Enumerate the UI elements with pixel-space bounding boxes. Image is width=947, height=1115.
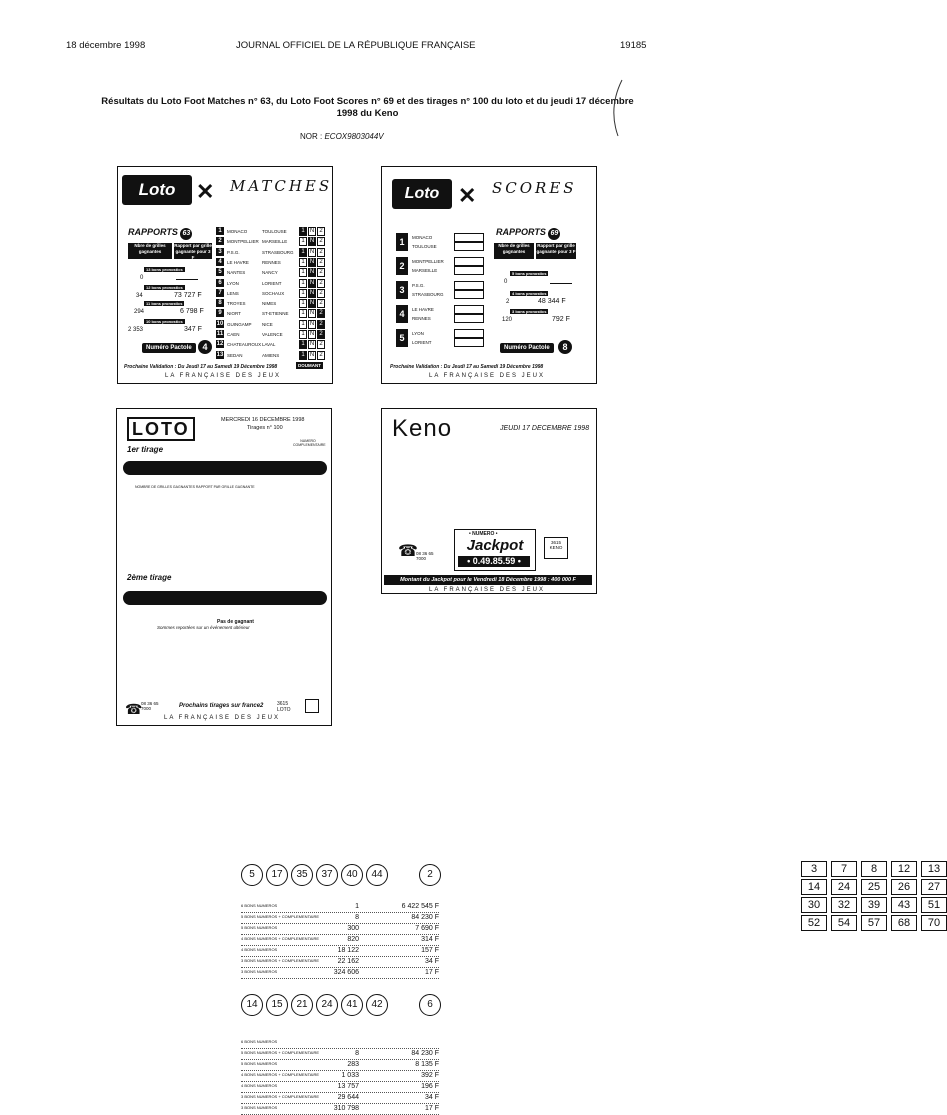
lotto-ball: 17 xyxy=(266,864,288,886)
away-team: AMIENS xyxy=(262,352,280,358)
keno-date: JEUDI 17 DECEMBRE 1998 xyxy=(500,425,590,432)
tirage-number: Tirages n° 100 xyxy=(247,425,283,431)
match-row xyxy=(216,279,330,289)
row-grilles-0: 0 xyxy=(140,275,144,281)
result-box: 2 xyxy=(317,340,325,349)
row-rapport-1: 48 344 F xyxy=(538,298,566,305)
result-box: 2 xyxy=(317,351,325,360)
score-match-row xyxy=(396,329,486,351)
result-count: 18 122 xyxy=(337,947,359,954)
away-team: RENNES xyxy=(262,259,281,265)
keno-number: 39 xyxy=(861,897,887,913)
nor-reference xyxy=(300,132,384,141)
result-category: 3 BONS NUMEROS + COMPLEMENTAIRE xyxy=(241,1094,320,1099)
result-rule xyxy=(241,978,439,979)
col-grilles: Nbre de grilles gagnantes xyxy=(128,243,172,259)
score-box xyxy=(454,266,484,275)
tirage2-label: 2ème tirage xyxy=(127,573,172,582)
match-row xyxy=(216,248,330,258)
match-row xyxy=(216,309,330,319)
lotto-ball: 24 xyxy=(316,994,338,1016)
keno-phone: 08 36 65 7000 xyxy=(416,551,434,561)
result-count: 820 xyxy=(347,936,359,943)
result-count: 8 xyxy=(355,914,359,921)
match-number: 8 xyxy=(216,299,224,307)
away-team: MARSEILLE xyxy=(412,268,438,273)
away-team: LORIENT xyxy=(412,340,432,345)
result-count: 324 606 xyxy=(333,969,359,976)
result-count: 8 xyxy=(355,1050,359,1057)
result-rapport: 34 F xyxy=(424,1094,439,1101)
row-rapport-2: 792 F xyxy=(552,316,570,323)
row-label-0: 5 bons pronostics xyxy=(512,271,547,276)
result-category: 6 BONS NUMEROS xyxy=(241,903,278,908)
keno-number: 3 xyxy=(801,861,827,877)
lotto-ball: 42 xyxy=(366,994,388,1016)
row-grilles-1: 34 xyxy=(136,293,143,299)
keno-number: 52 xyxy=(801,915,827,931)
row-grilles-1: 2 xyxy=(506,299,510,305)
result-box: N xyxy=(309,289,315,296)
result-rapport: 157 F xyxy=(421,947,439,954)
keno-number: 43 xyxy=(891,897,917,913)
loto-foot-matches-panel xyxy=(117,166,333,384)
row-grilles-2: 120 xyxy=(502,317,513,323)
result-rapport: 7 690 F xyxy=(415,925,439,932)
pactole-number: 8 xyxy=(558,340,572,354)
row-label-0: 13 bons pronostics xyxy=(146,267,183,272)
row-rapport-2: 6 798 F xyxy=(180,308,204,315)
away-team: ST-ETIENNE xyxy=(262,311,289,317)
page-margin-mark xyxy=(600,78,630,138)
validation-text: Prochaine Validation : Du Jeudi 17 au Samedi 19 Décembre 1998 xyxy=(124,364,278,370)
row-grilles-0: 0 xyxy=(504,279,508,285)
row-grilles-2: 294 xyxy=(134,309,145,315)
score-box xyxy=(454,257,484,266)
header-page: 19185 xyxy=(620,40,647,51)
pas-de-gagnant: Pas de gagnant xyxy=(217,619,254,625)
result-box: 1 xyxy=(299,268,307,277)
lotto-ball: 15 xyxy=(266,994,288,1016)
col-grilles: Nbre de grilles gagnantes xyxy=(494,243,534,259)
match-row xyxy=(216,351,330,361)
numero-pactole-label: Numéro Pactole xyxy=(142,343,196,353)
nor-label: NOR : xyxy=(300,132,323,141)
home-team: MONTPELLIER xyxy=(227,239,259,245)
numero-complementaire-label: NUMERO COMPLEMENTAIRE xyxy=(293,439,326,447)
home-team: P.S.G. xyxy=(227,249,240,255)
result-box: 1 xyxy=(299,330,307,339)
score-match-row xyxy=(396,305,486,327)
result-rule xyxy=(241,945,439,946)
match-number: 11 xyxy=(216,331,224,337)
loto-foot-logo xyxy=(392,179,452,232)
header-date: 18 décembre 1998 xyxy=(66,40,146,51)
match-number: 7 xyxy=(216,289,224,297)
complementary-ball: 6 xyxy=(419,994,441,1016)
result-rapport: 17 F xyxy=(424,969,439,976)
home-team: LYON xyxy=(227,280,239,286)
rapports-label: RAPPORTS 69 xyxy=(496,227,560,240)
result-rapport: 34 F xyxy=(424,958,439,965)
home-team: P.S.G. xyxy=(412,283,425,288)
result-category: 5 BONS NUMEROS + COMPLEMENTAIRE xyxy=(241,914,320,919)
result-rule xyxy=(241,1081,439,1082)
result-box: N xyxy=(309,341,315,348)
lotto-ball: 14 xyxy=(241,994,263,1016)
keno-number: 7 xyxy=(831,861,857,877)
row-label-3: 10 bons pronostics xyxy=(146,319,183,324)
keno-number: 27 xyxy=(921,879,947,895)
keno-number: 68 xyxy=(891,915,917,931)
lotto-ball: 37 xyxy=(316,864,338,886)
fdj-footer: LA FRANÇAISE DES JEUX xyxy=(428,373,546,379)
match-number: 1 xyxy=(216,227,224,235)
rapports-label: RAPPORTS 63 xyxy=(128,227,192,240)
result-count: 29 644 xyxy=(337,1094,359,1101)
result-rule xyxy=(241,1048,439,1049)
jackpot-title: Jackpot xyxy=(466,537,524,554)
row-rapport-3: 347 F xyxy=(184,326,202,333)
score-box xyxy=(454,314,484,323)
home-team: CAEN xyxy=(227,332,240,337)
result-rapport: 392 F xyxy=(421,1072,439,1079)
loto-date: MERCREDI 16 DECEMBRE 1998 xyxy=(221,417,305,423)
jackpot-number: • 0.49.85.59 • xyxy=(458,556,530,567)
loto-foot-scores-panel xyxy=(381,166,597,384)
loto-logo: LOTO xyxy=(127,417,195,441)
result-box: 2 xyxy=(317,299,325,308)
result-count: 283 xyxy=(347,1061,359,1068)
match-number: 3 xyxy=(396,281,408,299)
result-rule xyxy=(241,1103,439,1104)
doumant-badge: DOUMANT xyxy=(298,363,321,368)
result-rule xyxy=(241,1092,439,1093)
match-number: 10 xyxy=(216,320,224,327)
phone-icon: ☎ xyxy=(398,543,418,560)
result-category: 6 BONS NUMEROS xyxy=(241,1039,278,1044)
keno-minitel: 3615 KENO xyxy=(544,537,568,559)
result-category: 4 BONS NUMEROS + COMPLEMENTAIRE xyxy=(241,1072,320,1077)
keno-logo: Keno xyxy=(392,415,453,442)
result-count: 13 757 xyxy=(337,1083,359,1090)
match-number: 4 xyxy=(396,305,408,323)
result-box: N xyxy=(309,228,315,234)
match-row xyxy=(216,227,330,237)
keno-number: 8 xyxy=(861,861,887,877)
prochains-tirages: Prochains tirages sur france2 xyxy=(179,703,264,709)
result-category: 5 BONS NUMEROS + COMPLEMENTAIRE xyxy=(241,1050,320,1055)
score-box xyxy=(454,281,484,290)
home-team: SEDAN xyxy=(227,352,243,358)
fdj-footer: LA FRANÇAISE DES JEUX xyxy=(163,715,281,721)
scores-heading: SCORES xyxy=(492,179,577,197)
fdj-footer: LA FRANÇAISE DES JEUX xyxy=(428,587,546,593)
away-team: VALENCE xyxy=(262,332,283,337)
result-box: 2 xyxy=(317,227,325,236)
result-box: N xyxy=(309,279,315,286)
keno-number: 57 xyxy=(861,915,887,931)
numero-pactole-label: Numéro Pactole xyxy=(500,343,554,353)
home-team: LYON xyxy=(412,331,424,336)
keno-number: 12 xyxy=(891,861,917,877)
result-box: 1 xyxy=(299,248,307,257)
result-box: 2 xyxy=(317,330,325,339)
home-team: TROYES xyxy=(227,301,246,307)
match-row xyxy=(216,320,330,330)
row-label-2: 3 bons pronostics xyxy=(512,309,547,314)
montant-jackpot: Montant du Jackpot pour le Vendredi 18 Décembre 1998 : 400 000 F xyxy=(384,575,592,585)
result-rule xyxy=(241,912,439,913)
match-row xyxy=(216,237,330,247)
away-team: LORIENT xyxy=(262,280,282,286)
away-team: STRASBOURG xyxy=(262,249,294,255)
away-team: NIMES xyxy=(262,301,277,307)
logo-text: Loto Foot xyxy=(404,185,440,232)
pactole-number: 4 xyxy=(198,340,212,354)
tirage1-bar xyxy=(123,461,327,475)
match-number: 2 xyxy=(216,237,224,245)
row-rapport-1: 73 727 F xyxy=(174,292,202,299)
home-team: MONACO xyxy=(227,229,248,234)
jackpot-box xyxy=(454,529,536,571)
home-team: NIORT xyxy=(227,311,241,317)
home-team: LE HAVRE xyxy=(227,259,249,265)
result-box: 2 xyxy=(317,258,325,267)
home-team: GUINGAMP xyxy=(227,321,252,327)
result-box: 1 xyxy=(299,299,307,308)
result-rule xyxy=(241,1070,439,1071)
result-box: 1 xyxy=(299,279,307,288)
result-category: 3 BONS NUMEROS xyxy=(241,1105,278,1110)
result-category: 4 BONS NUMEROS + COMPLEMENTAIRE xyxy=(241,936,320,941)
match-number: 5 xyxy=(216,268,224,276)
lotto-ball: 41 xyxy=(341,994,363,1016)
score-box xyxy=(454,242,484,251)
nor-code: ECOX9803044V xyxy=(324,132,384,141)
score-box xyxy=(454,329,484,338)
match-row xyxy=(216,330,330,340)
away-team: NANCY xyxy=(262,270,278,276)
row-label-2: 11 bons pronostics xyxy=(146,301,183,306)
result-rule xyxy=(241,934,439,935)
sommes-reportees: Sommes reportées sur un événement ultérieur xyxy=(157,625,250,630)
result-box: N xyxy=(309,331,315,337)
result-box: 2 xyxy=(317,289,325,298)
result-category: 5 BONS NUMEROS xyxy=(241,1061,278,1066)
result-count: 22 162 xyxy=(337,958,359,965)
result-box: 1 xyxy=(299,320,307,329)
result-box: N xyxy=(309,258,315,265)
result-count: 300 xyxy=(347,925,359,932)
x-mark-icon: ✕ xyxy=(458,183,477,208)
keno-number: 51 xyxy=(921,897,947,913)
result-rule xyxy=(241,923,439,924)
away-team: TOULOUSE xyxy=(262,229,287,234)
result-rule xyxy=(241,967,439,968)
loto-minitel: 3615 LOTO xyxy=(277,701,291,713)
x-mark-icon: ✕ xyxy=(196,179,215,204)
loto-phone: 08 36 65 7000 xyxy=(141,701,159,711)
match-row xyxy=(216,268,330,278)
lotto-ball: 5 xyxy=(241,864,263,886)
match-number: 9 xyxy=(216,309,224,317)
away-team: RENNES xyxy=(412,316,431,321)
keno-number: 54 xyxy=(831,915,857,931)
away-team: NICE xyxy=(262,321,273,327)
score-box xyxy=(454,233,484,242)
result-box: 2 xyxy=(317,248,325,257)
away-team: MARSEILLE xyxy=(262,239,288,245)
result-box: 2 xyxy=(317,268,325,277)
score-box xyxy=(454,338,484,347)
matches-heading: MATCHES xyxy=(230,177,333,195)
match-number: 2 xyxy=(396,257,408,275)
row-grilles-3: 2 353 xyxy=(128,327,144,333)
match-row xyxy=(216,289,330,299)
result-box: N xyxy=(309,269,315,276)
complementary-ball: 2 xyxy=(419,864,441,886)
header-journal: JOURNAL OFFICIEL DE LA RÉPUBLIQUE FRANÇAISE xyxy=(236,40,476,51)
result-box: 2 xyxy=(317,279,325,288)
match-number: 3 xyxy=(216,248,224,256)
result-category: 5 BONS NUMEROS xyxy=(241,925,278,930)
result-box: 1 xyxy=(299,227,307,236)
result-category: 3 BONS NUMEROS + COMPLEMENTAIRE xyxy=(241,958,320,963)
match-number: 1 xyxy=(396,233,408,251)
logo-text: Loto Foot xyxy=(138,180,176,229)
result-rapport: 6 422 545 F xyxy=(401,903,439,910)
keno-number: 14 xyxy=(801,879,827,895)
score-match-row xyxy=(396,257,486,279)
lotto-ball: 21 xyxy=(291,994,313,1016)
result-rapport: 84 230 F xyxy=(411,914,439,921)
result-box: N xyxy=(309,320,315,327)
result-box: N xyxy=(309,248,315,255)
result-box: 2 xyxy=(317,309,325,318)
result-rapport: 84 230 F xyxy=(411,1050,439,1057)
match-number: 4 xyxy=(216,258,224,266)
game-number: 63 xyxy=(180,228,192,240)
result-box: N xyxy=(309,310,315,317)
result-box: N xyxy=(309,238,315,245)
result-rapport: 17 F xyxy=(424,1105,439,1112)
match-number: 12 xyxy=(216,341,224,348)
away-team: LAVAL xyxy=(262,342,276,348)
match-number: 6 xyxy=(216,279,224,287)
keno-number: 30 xyxy=(801,897,827,913)
validation-text: Prochaine Validation : Du Jeudi 17 au Samedi 19 Décembre 1998 xyxy=(390,364,544,370)
result-rapport: 196 F xyxy=(421,1083,439,1090)
loto-foot-logo xyxy=(122,175,192,229)
result-box: 1 xyxy=(299,289,307,298)
score-match-row xyxy=(396,281,486,303)
score-box xyxy=(454,305,484,314)
match-row xyxy=(216,299,330,309)
fdj-footer: LA FRANÇAISE DES JEUX xyxy=(164,373,282,379)
home-team: MONACO xyxy=(412,235,433,240)
lotto-ball: 40 xyxy=(341,864,363,886)
home-team: CHATEAUROUX xyxy=(227,342,262,348)
keno-number: 25 xyxy=(861,879,887,895)
match-row xyxy=(216,258,330,268)
result-category: 3 BONS NUMEROS xyxy=(241,969,278,974)
away-team: STRASBOURG xyxy=(412,292,444,297)
result-box: N xyxy=(309,300,315,307)
numero-label: • NUMERO • xyxy=(469,531,498,537)
tirage2-bar xyxy=(123,591,327,605)
row-label-1: 4 bons pronostics xyxy=(512,291,547,296)
document-title: Résultats du Loto Foot Matches n° 63, du Loto Foot Scores n° 69 et des tirages n° 100 du loto et du jeudi 17 décembre 1998 du Keno xyxy=(101,96,634,119)
match-number: 5 xyxy=(396,329,408,347)
keno-number: 70 xyxy=(921,915,947,931)
lotto-ball: 35 xyxy=(291,864,313,886)
result-box: 2 xyxy=(317,237,325,246)
result-box: 2 xyxy=(317,320,325,329)
home-team: MONTPELLIER xyxy=(412,259,444,264)
keno-number: 32 xyxy=(831,897,857,913)
phone-icon: ☎ xyxy=(125,701,143,717)
result-box: 1 xyxy=(299,309,307,318)
result-rapport: 8 135 F xyxy=(415,1061,439,1068)
col-rapport: Rapport par grille gagnante pour 3 F xyxy=(536,243,576,259)
row-label-1: 12 bons pronostics xyxy=(146,285,183,290)
result-box: 1 xyxy=(299,258,307,267)
result-count: 1 033 xyxy=(341,1072,359,1079)
result-box: 1 xyxy=(299,351,307,360)
home-team: LE HAVRE xyxy=(412,307,434,312)
result-rule xyxy=(241,1059,439,1060)
away-team: TOULOUSE xyxy=(412,244,437,249)
lotto-ball: 44 xyxy=(366,864,388,886)
minitel-icon xyxy=(305,699,319,713)
score-match-row xyxy=(396,233,486,255)
result-box: N xyxy=(309,351,315,358)
col-rapport: Rapport par grille gagnante pour 3 F xyxy=(174,243,212,260)
match-row xyxy=(216,340,330,350)
result-category: 4 BONS NUMEROS xyxy=(241,1083,278,1088)
keno-number: 13 xyxy=(921,861,947,877)
result-category: 4 BONS NUMEROS xyxy=(241,947,278,952)
keno-number: 26 xyxy=(891,879,917,895)
result-box: 1 xyxy=(299,340,307,349)
match-number: 13 xyxy=(216,351,224,358)
home-team: NANTES xyxy=(227,270,246,276)
result-box: 1 xyxy=(299,237,307,246)
tirage1-label: 1er tirage xyxy=(127,445,164,454)
home-team: LENS xyxy=(227,290,239,296)
col-head: NOMBRE DE GRILLES GAGNANTES RAPPORT PAR GRILLE GAGNANTE xyxy=(135,485,255,489)
score-box xyxy=(454,290,484,299)
keno-number: 24 xyxy=(831,879,857,895)
result-rule xyxy=(241,956,439,957)
result-count: 1 xyxy=(355,903,359,910)
result-count: 310 798 xyxy=(333,1105,359,1112)
result-rapport: 314 F xyxy=(421,936,439,943)
game-number: 69 xyxy=(548,228,560,240)
away-team: SOCHAUX xyxy=(262,290,285,296)
